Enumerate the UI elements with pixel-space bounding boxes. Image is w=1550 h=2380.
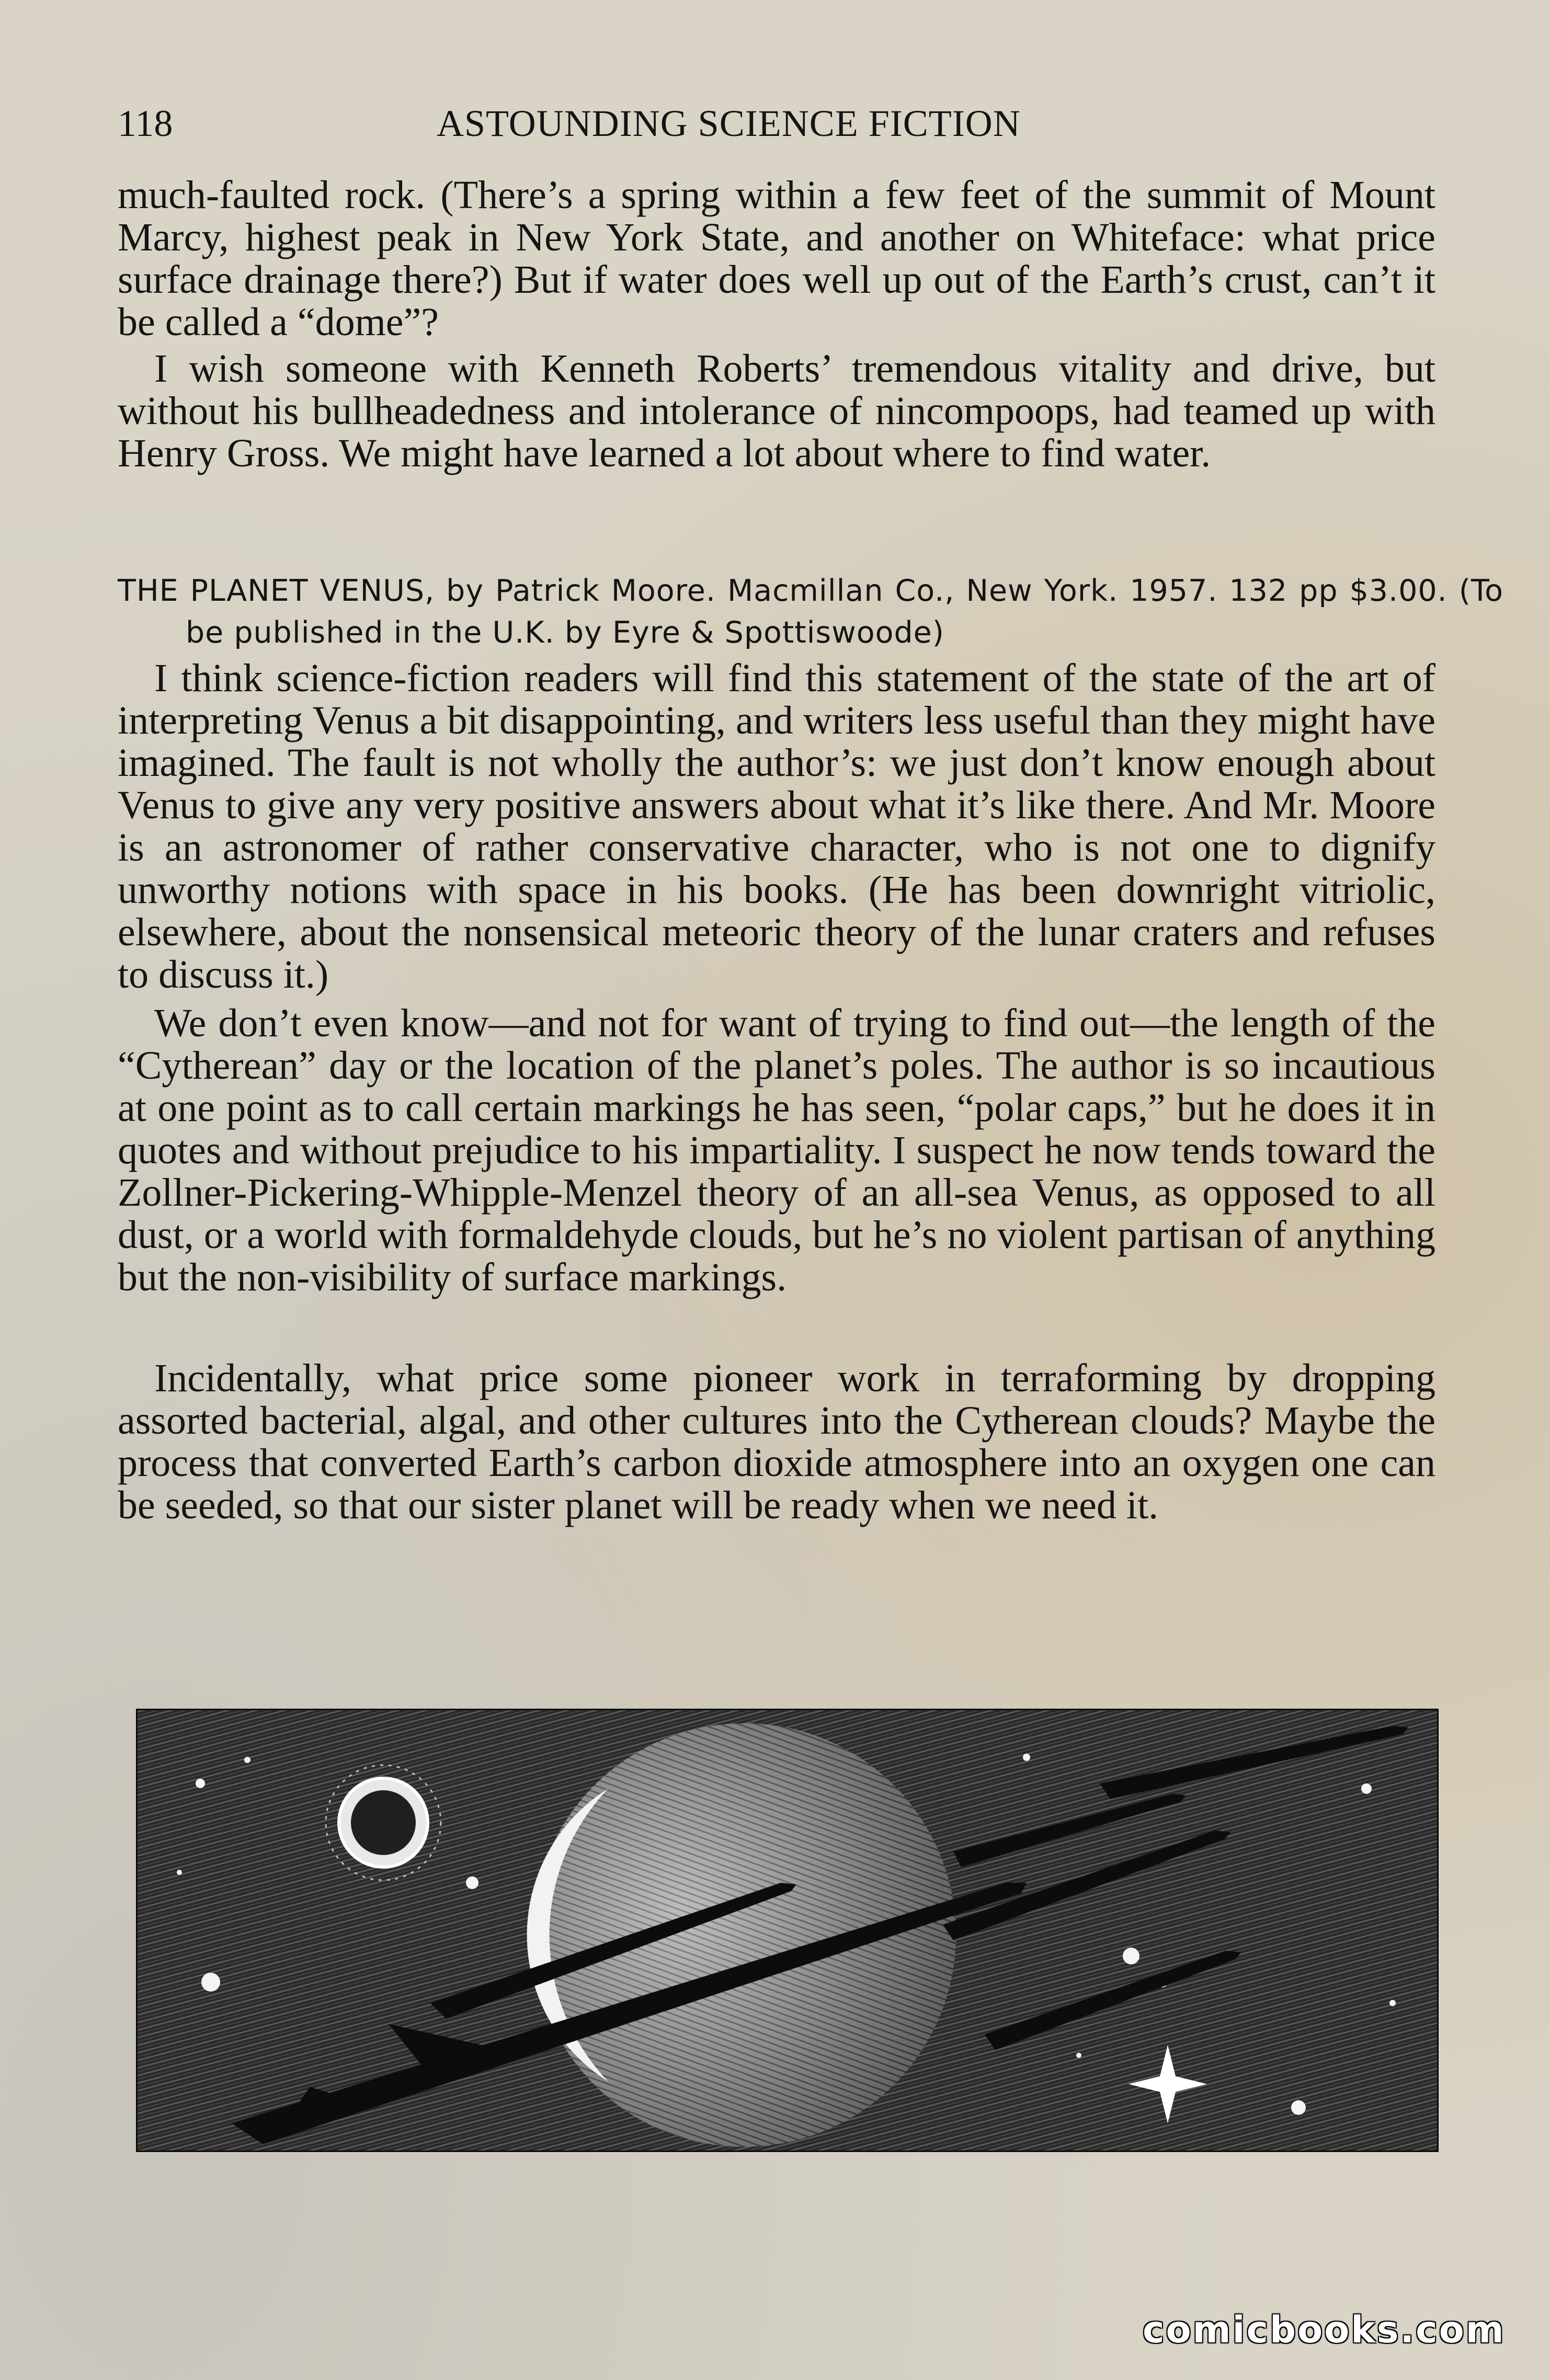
review-paragraph-3: Incidentally, what price some pioneer work in terraforming by dropping assorted bacterial, algal, and other cultures into the Cytherean clouds? Maybe the process that converted Earth’s carbon dioxide atmosphere into an oxygen one can be seeded, so that our sister planet will be ready when we need it. <box>118 1356 1435 1527</box>
watermark-text: comicbooks.com <box>1143 2308 1506 2351</box>
running-header <box>118 102 1435 159</box>
review-heading: THE PLANET VENUS, by Patrick Moore. Macmillan Co., New York. 1957. 132 pp $3.00. (To be published in the U.K. by Eyre & Spottiswoode) <box>118 574 1503 650</box>
running-title: ASTOUNDING SCIENCE FICTION <box>437 102 1021 144</box>
space-illustration <box>136 1709 1439 2152</box>
paragraph-continued: much-faulted rock. (There’s a spring within a few feet of the summit of Mount Marcy, highest peak in New York State, and another on Whiteface: what price surface drainage there?) But if water does well up out of the Earth’s crust, can’t it be called a “dome”? <box>118 173 1435 344</box>
review-paragraph-2: We don’t even know—and not for want of trying to find out—the length of the “Cytherean” day or the location of the planet’s poles. The author is so incautious at one point as to call certain markings he has seen, “polar caps,” but he does it in quotes and without prejudice to his impartiality. I suspect he now tends toward the Zollner-Pickering-Whipple-Menzel theory of an all-sea Venus, as opposed to all dust, or a world with formaldehyde clouds, but he’s no violent partisan of anything but the non-visibility of surface markings. <box>118 1001 1435 1299</box>
venus-rockets-image <box>138 1710 1437 2150</box>
paragraph-roberts: I wish someone with Kenneth Roberts’ tremendous vitality and drive, but without his bullheadedness and intolerance of nincompoops, had teamed up with Henry Gross. We might have learned a lot about where to find water. <box>118 347 1435 475</box>
review-paragraph-1: I think science-fiction readers will find this statement of the state of the art of interpreting Venus a bit disappointing, and writers less useful than they might have imagined. The fault is not wholly the author’s: we just don’t know enough about Venus to give any very positive answers about what it’s like there. And Mr. Moore is an astronomer of rather conservative character, who is not one to dignify unworthy notions with space in his books. (He has been downright vitriolic, elsewhere, about the nonsensical meteoric theory of the lunar craters and refuses to discuss it.) <box>118 656 1435 997</box>
page-number: 118 <box>118 102 173 144</box>
